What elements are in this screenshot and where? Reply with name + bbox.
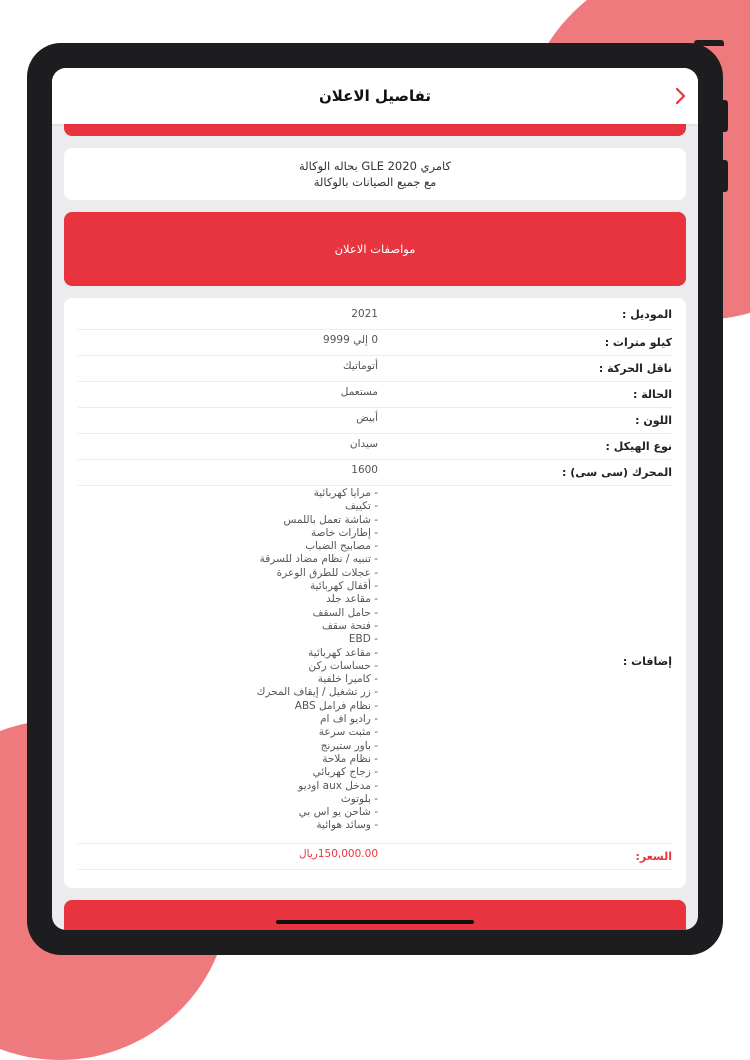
extras-item: - مرايا كهربائية [313, 487, 378, 499]
spec-label: الحالة : [633, 388, 672, 401]
extras-item: - مدخل aux اوديو [298, 779, 378, 792]
price-label: السعر: [635, 850, 672, 863]
home-indicator[interactable] [276, 920, 474, 924]
spec-label: نوع الهيكل : [605, 440, 672, 453]
spec-value: 0 إلي 9999 [323, 334, 378, 346]
extras-item: - شاشة تعمل باللمس [283, 513, 378, 526]
spec-label: ناقل الحركة : [598, 362, 672, 375]
specs-card [64, 298, 686, 888]
spec-label: كيلو مترات : [604, 336, 672, 349]
ad-description-card [64, 148, 686, 200]
extras-item: - تنبيه / نظام مضاد للسرقة [259, 553, 378, 566]
extras-item: - كاميرا خلفية [317, 673, 378, 686]
spec-value: سيدان [349, 438, 378, 450]
extras-item: - EBD [348, 633, 378, 646]
extras-item: - مقاعد كهربائية [308, 646, 378, 659]
extras-item: - بلوتوث [340, 792, 378, 805]
spec-row-color [78, 407, 672, 434]
navigation-bar [52, 68, 698, 124]
tablet-volume-up-button [722, 100, 728, 132]
specs-header-label: مواصفات الاعلان [334, 242, 416, 256]
extras-item: - إطارات خاصة [310, 526, 378, 539]
extras-item: - أقفال كهربائية [309, 580, 378, 593]
tablet-volume-down-button [722, 160, 728, 192]
extras-item: - حامل السقف [312, 606, 378, 619]
contact-action-bar[interactable] [64, 900, 686, 930]
extras-item: - حساسات ركن [308, 659, 378, 672]
extras-item: - عجلات للطرق الوعرة [276, 566, 378, 579]
extras-item: - وسائد هوائية [316, 819, 378, 832]
spec-row-engine [78, 459, 672, 486]
extras-item: - نظام فرامل ABS [294, 699, 378, 712]
extras-item: - زجاج كهربائي [312, 766, 378, 779]
spec-row-extras [78, 485, 672, 844]
spec-label: المحرك (سى سى) : [562, 466, 672, 479]
spec-row-price [78, 843, 672, 870]
spec-row-condition [78, 381, 672, 408]
extras-item: - راديو اف ام [319, 713, 378, 726]
spec-value: 1600 [351, 464, 378, 476]
spec-value: مستعمل [340, 386, 378, 398]
extras-item: - مثبت سرعة [318, 726, 378, 739]
spec-row-kilometers [78, 329, 672, 356]
spec-value: أبيض [356, 412, 378, 424]
description-line-2: مع جميع الصيانات بالوكالة [313, 175, 437, 189]
tablet-top-button [694, 40, 724, 46]
spec-row-body-type [78, 433, 672, 460]
spec-row-transmission [78, 355, 672, 382]
image-slider-strip [64, 124, 686, 136]
extras-item: - زر تشغيل / إيقاف المحرك [256, 686, 378, 699]
extras-item: - تكييف [344, 500, 378, 513]
spec-label: الموديل : [622, 308, 672, 321]
extras-item: - فتحة سقف [321, 619, 378, 632]
spec-label: اللون : [635, 414, 672, 427]
spec-row-model [78, 298, 672, 330]
back-chevron-glyph [670, 86, 690, 106]
specs-header [64, 212, 686, 286]
app-screen [52, 68, 698, 930]
extras-label: إضافات : [622, 655, 672, 668]
chevron-right-icon[interactable] [670, 86, 690, 106]
spec-value: أتوماتيك [342, 360, 378, 372]
extras-item: - مصابيح الضباب [305, 540, 378, 553]
description-line-1: كامري GLE 2020 بحاله الوكالة [298, 159, 452, 173]
extras-list [78, 487, 378, 833]
extras-item: - باور ستيرنج [320, 739, 378, 752]
extras-item: - مقاعد جلد [326, 593, 378, 606]
extras-item: - شاحن يو اس بي [298, 806, 378, 819]
spec-value: 2021 [351, 308, 378, 320]
price-value: 150,000.00ريال [299, 848, 378, 860]
extras-item: - نظام ملاحة [322, 752, 378, 765]
page-title: تفاصيل الاعلان [318, 87, 432, 105]
